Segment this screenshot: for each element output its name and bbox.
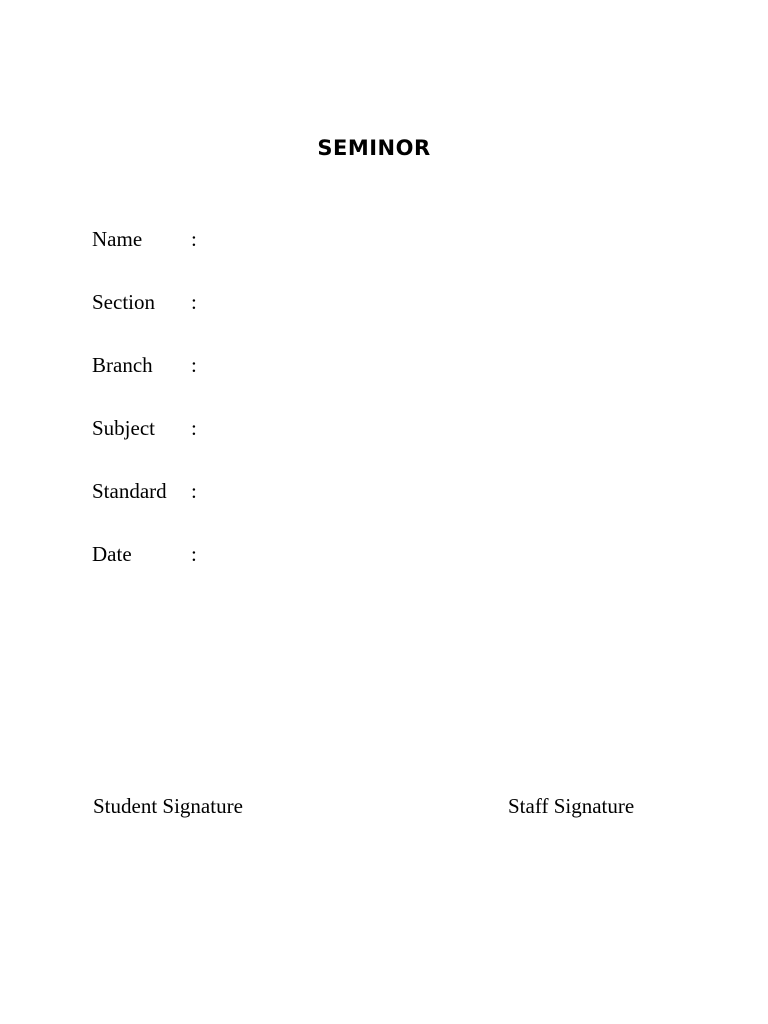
field-label-subject: Subject [92,416,155,440]
field-separator: : [191,416,197,440]
field-separator: : [191,227,197,251]
field-label-section: Section [92,290,155,314]
field-label-date: Date [92,542,132,566]
field-separator: : [191,353,197,377]
page-title: SEMINOR [317,136,431,160]
student-signature-label: Student Signature [93,794,243,818]
staff-signature-label: Staff Signature [508,794,635,818]
field-label-branch: Branch [92,353,153,377]
field-label-standard: Standard [92,479,167,503]
field-separator: : [191,479,197,503]
field-separator: : [191,542,197,566]
field-label-name: Name [92,227,143,251]
field-separator: : [191,290,197,314]
